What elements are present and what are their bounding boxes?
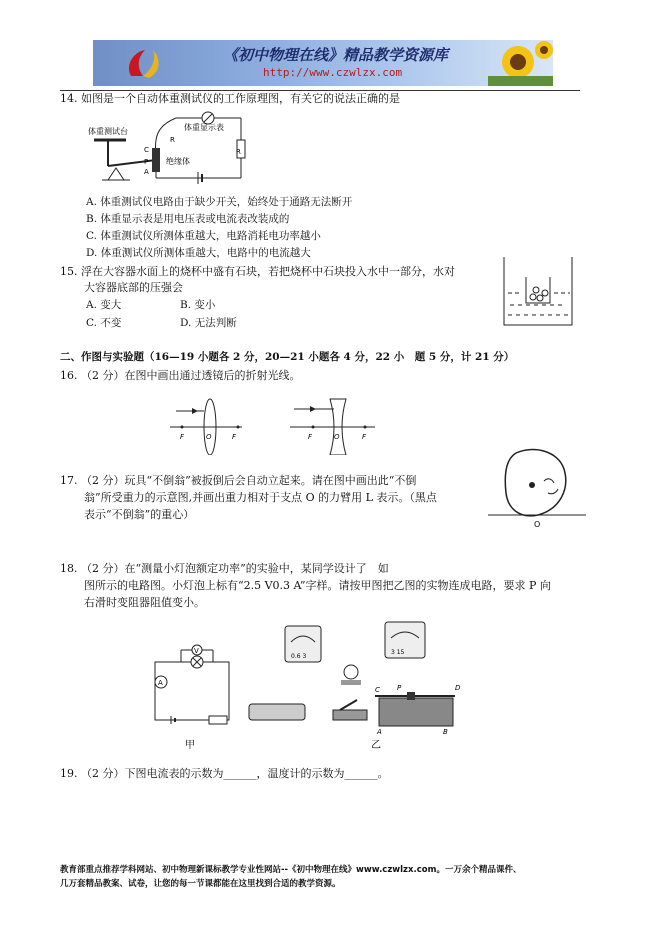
question-17-line3: 表示“不倒翁”的重心）	[84, 508, 195, 521]
label-p: P	[397, 684, 402, 692]
question-15-container-figure	[500, 255, 575, 327]
question-15-option-c: C. 不变	[86, 317, 122, 329]
question-17-tumbler-figure	[486, 445, 586, 530]
question-19-stem: 19. （2 分）下图电流表的示数为______，温度计的示数为______。	[60, 767, 389, 780]
banner-url: http://www.czwlzx.com	[263, 66, 403, 79]
label-f-right-1: F	[232, 433, 237, 441]
question-18-line2: 图所示的电路图。小灯泡上标有“2.5 V0.3 A”字样。请按甲图把乙图的实物连成电路，要求 P 向	[84, 579, 551, 592]
switch-device	[333, 710, 367, 720]
question-14-option-a: A. 体重测试仪电路由于缺少开关，始终处于通路无法断开	[86, 196, 353, 208]
question-17-line2: 翁”所受重力的示意图,并画出重力相对于支点 O 的力臂用 L 表示。（黑点	[84, 491, 437, 504]
question-18-line3: 右滑时变阻器阻值变小。	[84, 596, 205, 609]
question-15-stem-line2: 大容器底部的压强会	[84, 281, 183, 294]
label-f-left-2: F	[308, 433, 313, 441]
section-2-heading: 二、作图与实验题（16—19 小题各 2 分，20—21 小题各 4 分，22 小 题 5 分，计 21 分）	[60, 351, 515, 363]
label-o-1: O	[206, 433, 212, 441]
question-18-figure	[145, 612, 475, 752]
label-p: P	[144, 158, 149, 166]
footer-line2: 几万套精品教案、试卷，让您的每一节课都能在这里找到合适的教学资源。	[60, 879, 341, 889]
question-15-option-d: D. 无法判断	[180, 317, 237, 329]
label-ammeter-scale: 0.6 3	[291, 653, 307, 660]
question-15-stem-line1: 15. 浮在大容器水面上的烧杯中盛有石块，若把烧杯中石块投入水中一部分，水对	[60, 265, 455, 278]
label-a: A	[377, 728, 382, 736]
question-14-option-b: B. 体重显示表是用电压表或电流表改装成的	[86, 213, 290, 225]
battery-device	[249, 704, 305, 720]
question-14-option-c: C. 体重测试仪所测体重越大，电路消耗电功率越小	[86, 230, 321, 242]
label-o-2: O	[334, 433, 340, 441]
site-logo-icon	[123, 46, 163, 80]
question-15-option-a: A. 变大	[86, 299, 122, 311]
question-14-figure	[86, 108, 256, 188]
label-f-left-1: F	[180, 433, 185, 441]
label-d: D	[455, 684, 461, 692]
label-ammeter-a: A	[158, 679, 163, 687]
label-r2: R	[170, 136, 175, 144]
label-pivot-o: O	[534, 520, 541, 529]
label-voltmeter-scale: 3 15	[391, 649, 405, 656]
label-r1: R	[236, 148, 241, 156]
label-platform: 体重测试台	[88, 127, 128, 136]
question-14-stem: 14. 如图是一个自动体重测试仪的工作原理图，有关它的说法正确的是	[60, 92, 400, 105]
label-jia: 甲	[185, 740, 195, 751]
label-insulator: 绝缘体	[166, 157, 190, 166]
label-meter: 体重显示表	[184, 123, 224, 132]
header-banner	[93, 40, 553, 86]
question-18-line1: 18. （2 分）在“测量小灯泡额定功率”的实验中，某同学设计了 如	[60, 562, 389, 575]
label-b: B	[443, 728, 448, 736]
sunflower-icon	[488, 40, 553, 86]
label-yi: 乙	[371, 740, 381, 751]
banner-title: 《初中物理在线》精品教学资源库	[223, 46, 449, 64]
question-15-option-b: B. 变小	[180, 299, 216, 311]
question-14-option-d: D. 体重测试仪所测体重越大，电路中的电流越大	[86, 247, 311, 259]
question-16-stem: 16. （2 分）在图中画出通过透镜后的折射光线。	[60, 369, 301, 382]
label-c: C	[144, 146, 149, 154]
label-c: C	[375, 686, 380, 694]
rheostat-device	[379, 698, 453, 726]
question-17-line1: 17. （2 分）玩具“不倒翁”被扳倒后会自动立起来。请在图中画出此“不倒	[60, 474, 417, 487]
label-f-right-2: F	[362, 433, 367, 441]
label-voltmeter-v: V	[194, 647, 199, 655]
question-16-lens-figure	[170, 395, 390, 455]
header-divider	[60, 90, 580, 91]
label-a: A	[144, 168, 149, 176]
footer-line1: 教育部重点推荐学科网站、初中物理新课标教学专业性网站--《初中物理在线》www.czwlzx.com。一万余个精品课件、	[60, 865, 522, 875]
